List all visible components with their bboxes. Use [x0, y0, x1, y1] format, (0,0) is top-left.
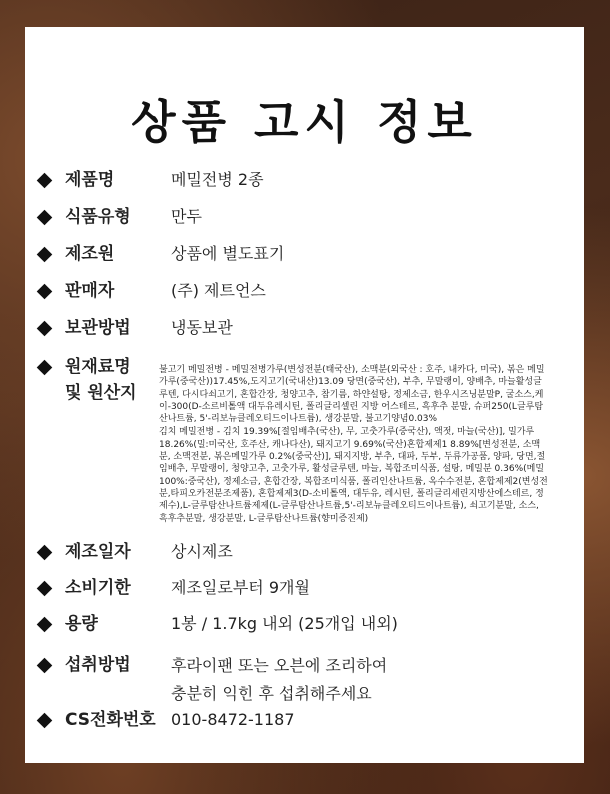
diamond-bullet-icon	[37, 247, 53, 263]
diamond-bullet-icon	[37, 321, 53, 337]
info-label: 제품명	[65, 170, 115, 190]
info-value: (주) 제트언스	[171, 281, 266, 300]
diamond-bullet-icon	[37, 658, 53, 674]
diamond-bullet-icon	[37, 713, 53, 729]
info-label: 용량	[65, 614, 98, 634]
info-value: 만두	[171, 207, 202, 226]
info-label: 식품유형	[65, 207, 131, 227]
info-label: 원재료명 및 원산지	[65, 357, 137, 403]
ingredients-text	[159, 364, 549, 525]
ingredients-part-1: 불고기 메밀전병 - 메밀전병가루(변성전분(태국산), 소맥분(외국산 : 호주, 내카다, 미국), 볶은 메밀가루(중국산))17.45%,도지고기(국내산)13.09 당면(중국산), 부추, 무말랭이, 양배추, 마늘활성글루텐, 다시다쇠고기, 혼합간장, 청양고추, 참기름, 하얀설탕, 정제소금, 한우시즈닝분말P, 굴소스,케이-300(D-소르비톨액 대두유레시틴, 폴리글리셀린 지방 어스테르, 흑후추 분말, 슈퍼250(L글루탐산나트륨, 5'-리보뉴클레오티드이나트륨), 생강분말, 불고기양념0.03%	[159, 365, 545, 425]
diamond-bullet-icon	[37, 173, 53, 189]
info-label: CS전화번호	[65, 710, 156, 730]
info-value: 메밀전병 2종	[171, 170, 264, 189]
info-label: 소비기한	[65, 578, 131, 598]
diamond-bullet-icon	[37, 284, 53, 300]
info-value: 냉동보관	[171, 318, 233, 337]
ingredients-part-2: 김치 메밀전병 - 김치 19.39%[절임배추(국산), 무, 고춧가루(중국산), 액젓, 마늘(국산)], 밀가루 18.26%(밀:미국산, 호주산, 캐나다산), 돼지고기 9.69%(국산)혼합제제1 8.89%[변성전분, 소맥분, 소맥전분, 볶은메밀가루 0.2%(중국산)], 돼지지방, 부추, 대파, 두부, 두류가공품, 양파, 당면,절임배추, 무말랭이, 청양고추, 고춧가루, 활성글루텐, 마늘, 복합조미식품, 설탕, 메밀분 0.36%(메밀100%:중국산), 정제소금, 혼합간장, 복합조미식품, 폴리인산나트륨, 옥수수전분, 혼합제제2(변성전분,타피오카전분조제품), 혼합제제3(D-소비톨액, 대두유, 레시틴, 폴리글리세린지방산에스테르, 정제수),L-글루탐산나트륨제제(L-글루탐산나트륨,5'-리보뉴클레오티드이나트륨), 쇠고기분말, 소스, 흑후추분말, 생강분말, L-글루탐산나트륨(향미증진제)	[159, 427, 548, 524]
info-label: 제조원	[65, 244, 115, 264]
diamond-bullet-icon	[37, 617, 53, 633]
info-value: 상시제조	[171, 542, 233, 561]
info-label: 제조일자	[65, 542, 131, 562]
info-value: 1봉 / 1.7kg 내외 (25개입 내외)	[171, 614, 398, 633]
info-value: 후라이팬 또는 오븐에 조리하여 충분히 익힌 후 섭취해주세요	[171, 656, 388, 703]
page-title: 상품 고시 정보	[131, 95, 478, 149]
diamond-bullet-icon	[37, 360, 53, 376]
product-info-card	[25, 27, 584, 763]
info-value: 상품에 별도표기	[171, 244, 285, 263]
diamond-bullet-icon	[37, 581, 53, 597]
diamond-bullet-icon	[37, 545, 53, 561]
info-value: 010-8472-1187	[171, 710, 295, 729]
info-label: 섭취방법	[65, 655, 131, 675]
info-label: 보관방법	[65, 318, 131, 338]
info-label: 판매자	[65, 281, 115, 301]
diamond-bullet-icon	[37, 210, 53, 226]
info-value: 제조일로부터 9개월	[171, 578, 310, 597]
